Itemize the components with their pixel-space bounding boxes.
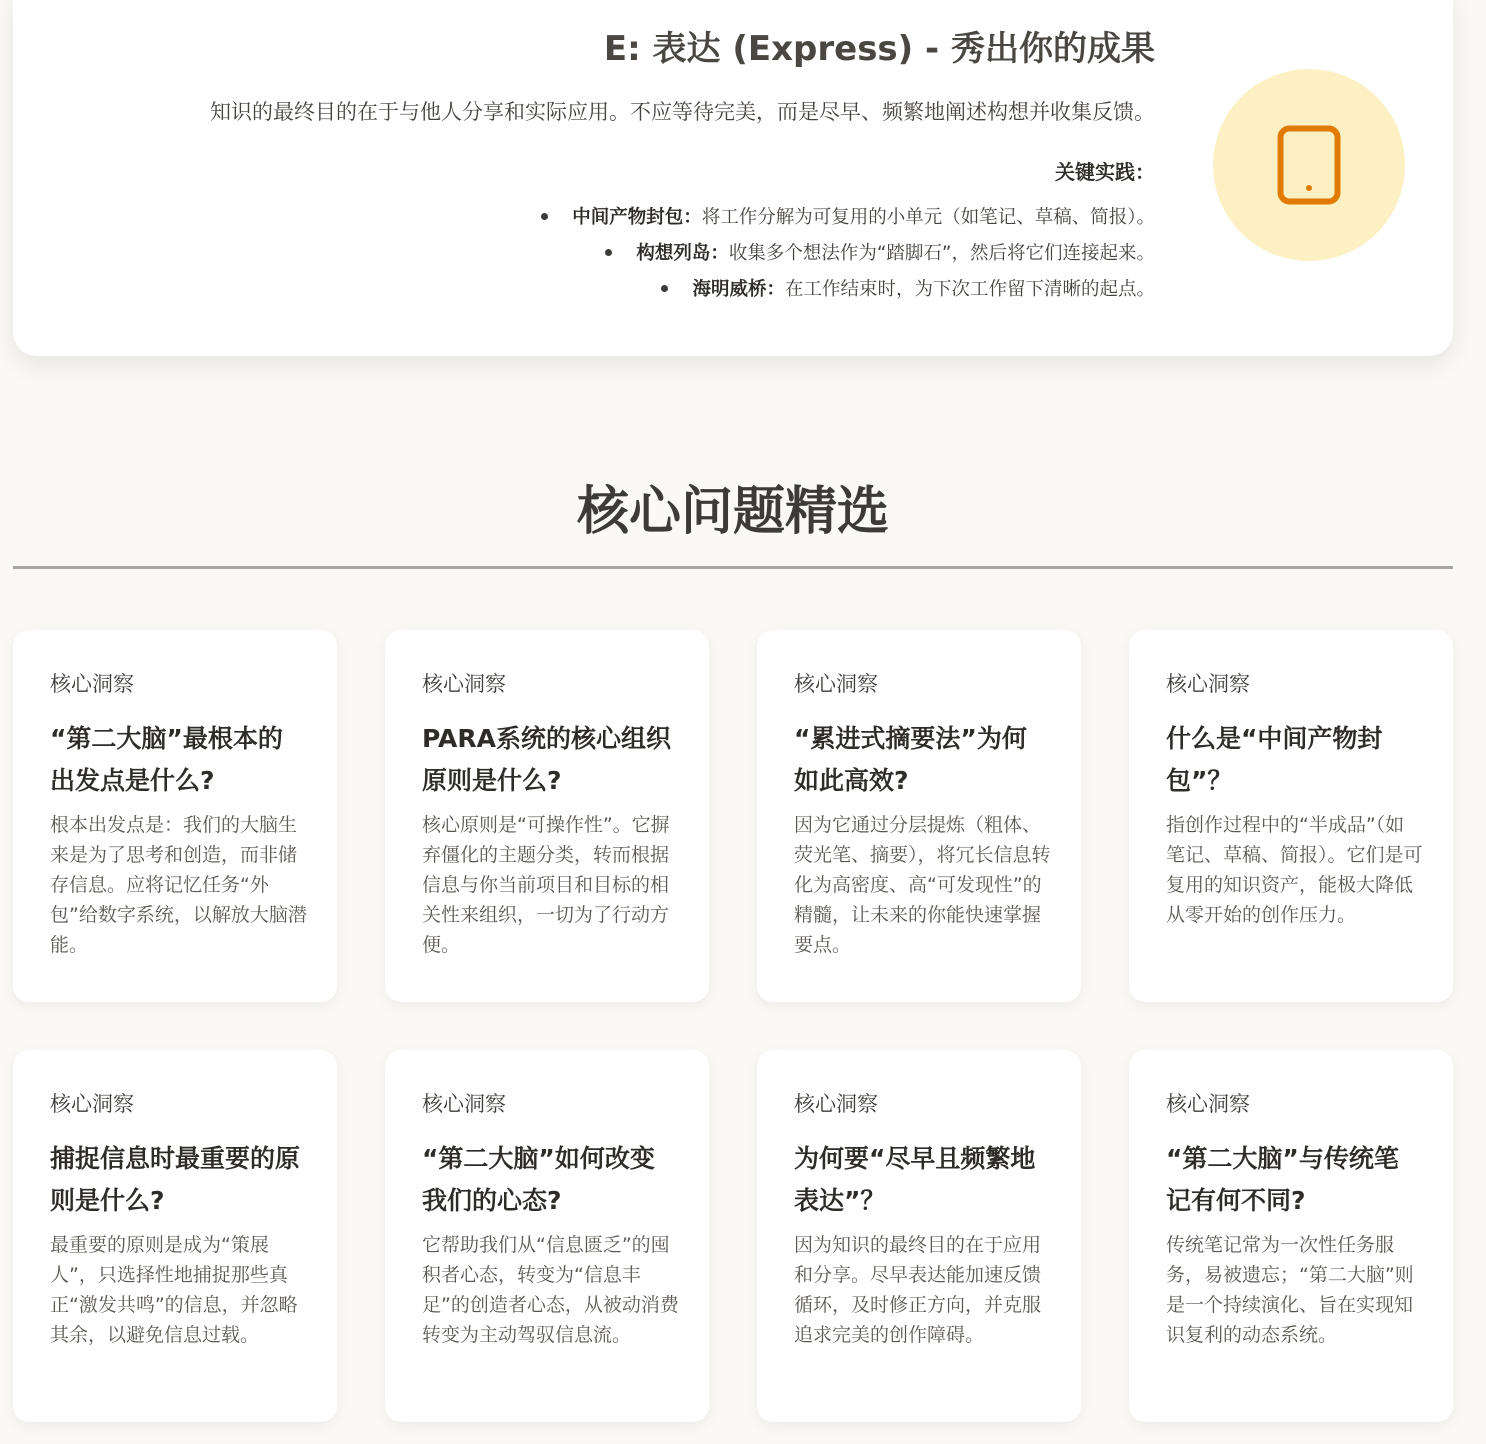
express-card xyxy=(13,0,1453,356)
practice-text: 将工作分解为可复用的小单元（如笔记、草稿、简报）。 xyxy=(701,207,1155,228)
practice-key: 构想列岛： xyxy=(636,243,729,264)
section-title: 核心问题精选 xyxy=(576,482,889,542)
practice-text: 在工作结束时，为下次工作留下清晰的起点。 xyxy=(784,279,1155,300)
faq-card xyxy=(1129,1050,1453,1422)
faq-card-tag: 核心洞察 xyxy=(794,672,878,696)
bullet-icon xyxy=(541,213,548,220)
faq-card-question: PARA系统的核心组织原则是什么? xyxy=(422,724,671,795)
faq-card-question: 捕捉信息时最重要的原则是什么? xyxy=(50,1144,301,1215)
faq-card-answer: 核心原则是“可操作性”。它摒弃僵化的主题分类，转而根据信息与你当前项目和目标的相关性来组织，一切为了行动方便。 xyxy=(422,814,670,956)
faq-card-tag: 核心洞察 xyxy=(1166,1092,1250,1116)
faq-card-tag: 核心洞察 xyxy=(50,672,134,696)
faq-card-answer: 根本出发点是：我们的大脑生来是为了思考和创造，而非储存信息。应将记忆任务“外包”给数字系统，以解放大脑潜能。 xyxy=(50,814,307,956)
section-divider xyxy=(13,566,1453,569)
express-content xyxy=(45,0,1155,308)
faq-card-answer: 传统笔记常为一次性任务服务，易被遗忘；“第二大脑”则是一个持续演化、旨在实现知识复利的动态系统。 xyxy=(1166,1234,1414,1346)
faq-card-question: 什么是“中间产物封包”？ xyxy=(1166,724,1383,795)
icon-circle xyxy=(1213,69,1405,261)
faq-card-question: “第二大脑”如何改变我们的心态? xyxy=(422,1144,655,1215)
faq-card-tag: 核心洞察 xyxy=(1166,672,1250,696)
faq-card xyxy=(385,630,709,1002)
faq-card-question: “第二大脑”最根本的出发点是什么? xyxy=(50,724,283,795)
practices-list xyxy=(45,200,1155,308)
faq-card-question: “第二大脑”与传统笔记有何不同? xyxy=(1166,1144,1399,1215)
faq-card-answer: 它帮助我们从“信息匮乏”的囤积者心态，转变为“信息丰足”的创造者心态，从被动消费转变为主动驾驭信息流。 xyxy=(422,1234,679,1346)
faq-card-answer: 指创作过程中的“半成品”（如笔记、草稿、简报）。它们是可复用的知识资产，能极大降低从零开始的创作压力。 xyxy=(1166,814,1423,926)
faq-card xyxy=(13,1050,337,1422)
practice-item xyxy=(45,200,1155,236)
bullet-icon xyxy=(605,249,612,256)
faq-card-answer: 因为它通过分层提炼（粗体、荧光笔、摘要），将冗长信息转化为高密度、高“可发现性”的精髓，让未来的你能快速掌握要点。 xyxy=(794,814,1051,956)
faq-card xyxy=(13,630,337,1002)
express-description: 知识的最终目的在于与他人分享和实际应用。不应等待完美，而是尽早、频繁地阐述构想并收集反馈。 xyxy=(210,100,1155,124)
faq-card-tag: 核心洞察 xyxy=(794,1092,878,1116)
faq-card-question: “累进式摘要法”为何如此高效? xyxy=(794,724,1027,795)
faq-card-tag: 核心洞察 xyxy=(50,1092,134,1116)
faq-card-question: 为何要“尽早且频繁地表达”？ xyxy=(794,1144,1036,1215)
faq-card xyxy=(757,1050,1081,1422)
tablet-icon xyxy=(1213,69,1405,261)
practice-key: 中间产物封包： xyxy=(572,207,702,228)
bullet-icon xyxy=(661,285,668,292)
faq-card-tag: 核心洞察 xyxy=(422,672,506,696)
practices-label: 关键实践： xyxy=(1055,160,1155,184)
practice-text: 收集多个想法作为“踏脚石”，然后将它们连接起来。 xyxy=(728,243,1155,264)
practice-item xyxy=(45,236,1155,272)
faq-card-answer: 因为知识的最终目的在于应用和分享。尽早表达能加速反馈循环，及时修正方向，并克服追求完美的创作障碍。 xyxy=(794,1234,1042,1346)
practice-key: 海明威桥： xyxy=(692,279,785,300)
practice-item xyxy=(45,272,1155,308)
faq-card xyxy=(1129,630,1453,1002)
faq-card-tag: 核心洞察 xyxy=(422,1092,506,1116)
express-title: E: 表达 (Express) - 秀出你的成果 xyxy=(603,29,1155,69)
faq-card xyxy=(385,1050,709,1422)
faq-grid xyxy=(13,630,1453,1422)
faq-card xyxy=(757,630,1081,1002)
faq-card-answer: 最重要的原则是成为“策展人”，只选择性地捕捉那些真正“激发共鸣”的信息，并忽略其余，以避免信息过载。 xyxy=(50,1234,298,1346)
